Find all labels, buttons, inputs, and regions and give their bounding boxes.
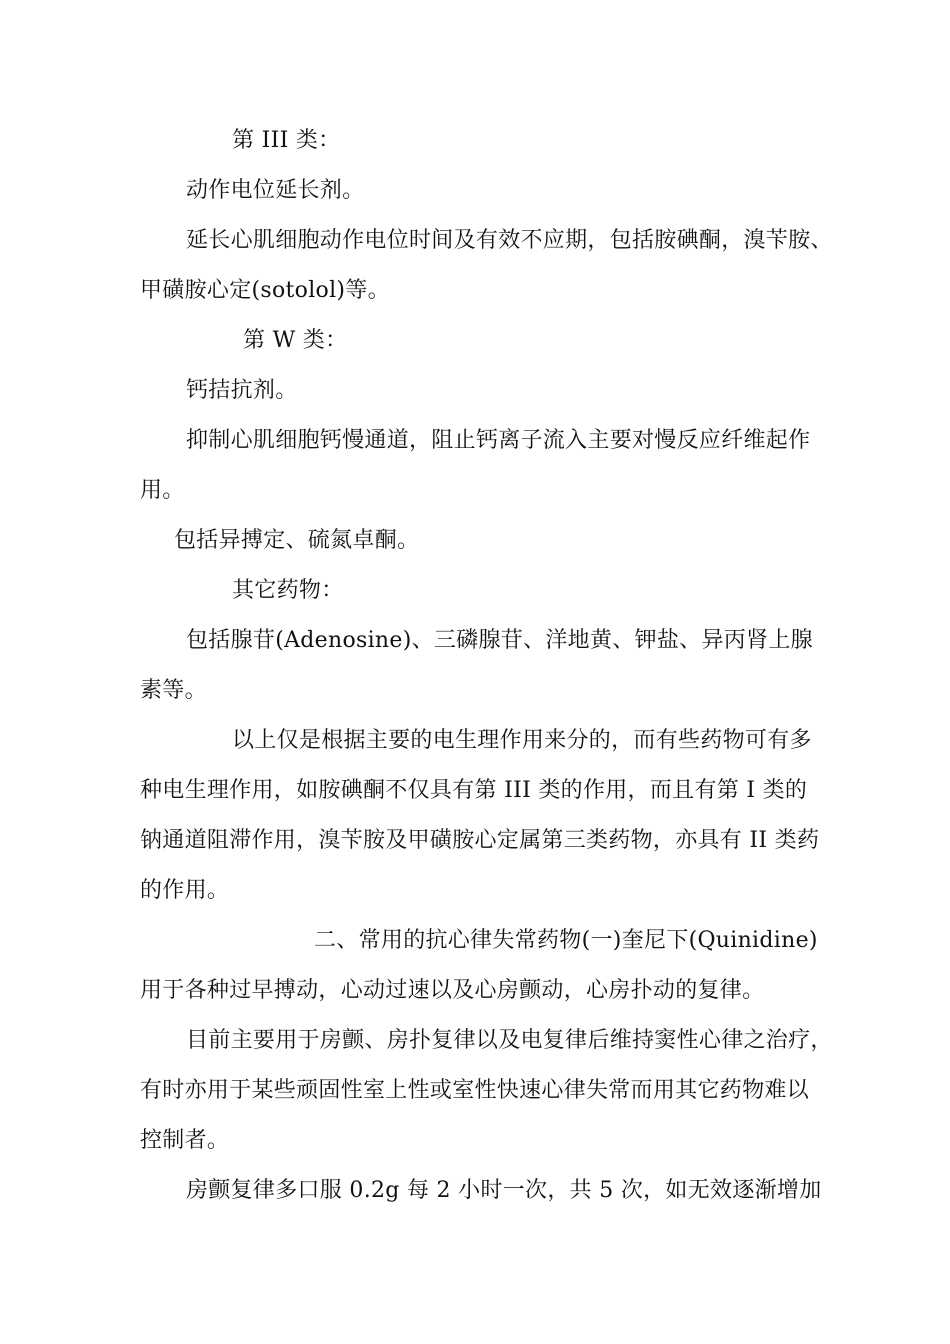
paragraph-line: 包括腺苷(Adenosine)、三磷腺苷、洋地黄、钾盐、异丙肾上腺 [186,628,813,653]
paragraph-line: 钙拮抗剂。 [186,378,298,403]
paragraph-line: 种电生理作用，如胺碘酮不仅具有第 III 类的作用，而且有第 I 类的 [140,778,808,803]
paragraph-line: 用于各种过早搏动，心动过速以及心房颤动，心房扑动的复律。 [140,978,765,1003]
paragraph-line: 控制者。 [140,1128,230,1153]
paragraph-line: 素等。 [140,678,207,703]
heading-other-drugs: 其它药物： [232,578,344,603]
paragraph-line: 以上仅是根据主要的电生理作用来分的，而有些药物可有多 [232,728,812,753]
paragraph-line: 房颤复律多口服 0.2g 每 2 小时一次，共 5 次，如无效逐渐增加 [186,1178,822,1203]
heading-class-iii: 第 III 类： [232,128,341,153]
heading-class-iv: 第 W 类： [243,328,348,353]
paragraph-line: 动作电位延长剂。 [186,178,365,203]
paragraph-line: 抑制心肌细胞钙慢通道，阻止钙离子流入主要对慢反应纤维起作 [186,428,811,453]
section-heading: 二、常用的抗心律失常药物(一)奎尼下(Quinidine) [314,928,818,953]
paragraph-line: 有时亦用于某些顽固性室上性或室性快速心律失常而用其它药物难以 [140,1078,810,1103]
paragraph-line: 用。 [140,478,185,503]
paragraph-line: 延长心肌细胞动作电位时间及有效不应期，包括胺碘酮，溴苄胺、 [186,228,833,253]
paragraph-line: 钠通道阻滞作用，溴苄胺及甲磺胺心定属第三类药物，亦具有 II 类药 [140,828,820,853]
paragraph-line: 包括异搏定、硫氮卓酮。 [174,528,420,553]
paragraph-line: 甲磺胺心定(sotolol)等。 [140,278,390,303]
paragraph-line: 目前主要用于房颤、房扑复律以及电复律后维持窦性心律之治疗， [186,1028,833,1053]
paragraph-line: 的作用。 [140,878,230,903]
